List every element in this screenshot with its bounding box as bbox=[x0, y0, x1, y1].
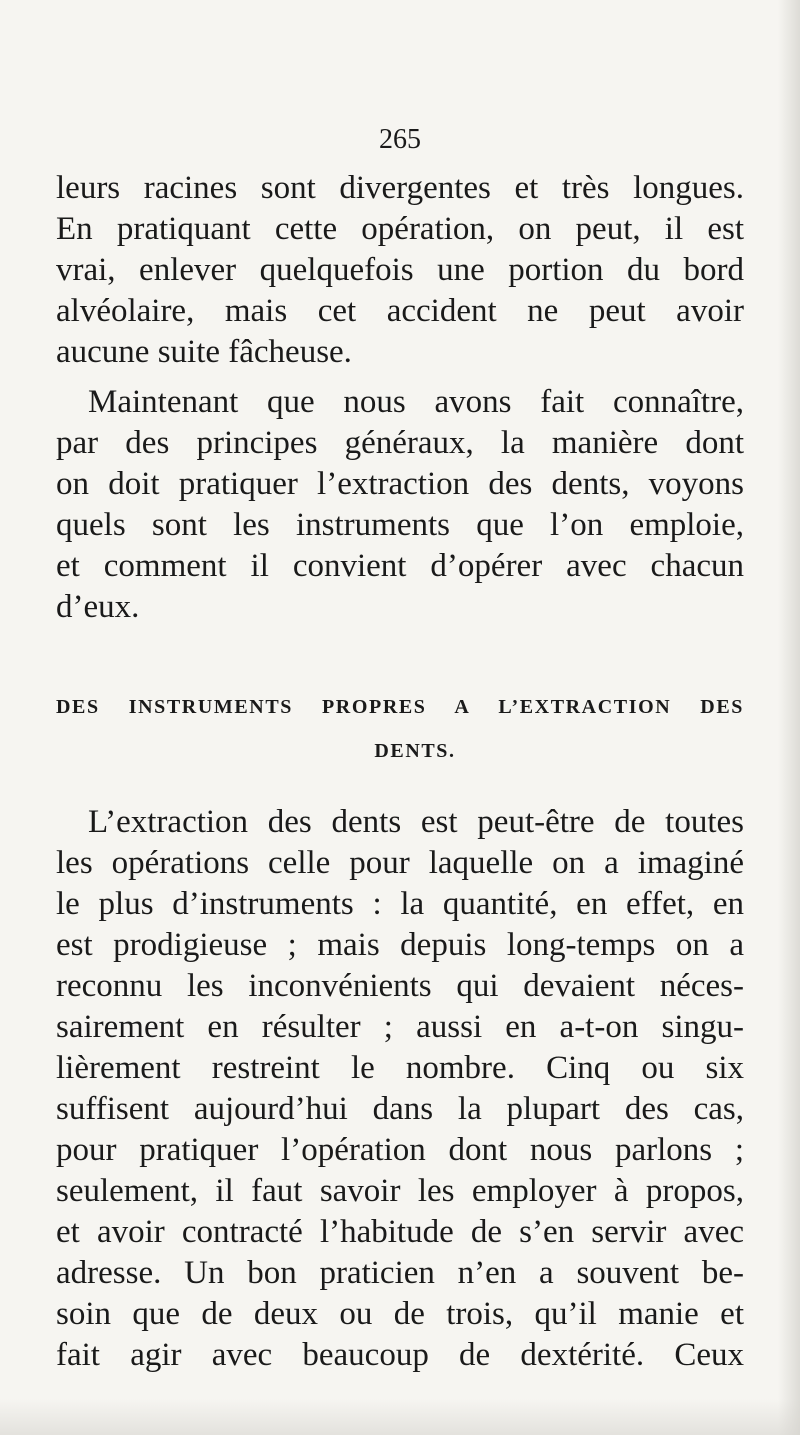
text-line: L’extraction des dents est peut-être de toutes bbox=[88, 804, 744, 840]
text-line: vrai, enlever quelquefois une portion du bord bbox=[56, 252, 744, 288]
paragraph-maintenant bbox=[56, 382, 744, 628]
text-line: les opérations celle pour laquelle on a imaginé bbox=[56, 845, 744, 881]
text-line: soin que de deux ou de trois, qu’il manie et bbox=[56, 1296, 744, 1332]
text-line: En pratiquant cette opération, on peut, il est bbox=[56, 211, 744, 247]
text-line: Maintenant que nous avons fait connaître, bbox=[88, 384, 744, 420]
text-line: pour pratiquer l’opération dont nous parlons ; bbox=[56, 1132, 744, 1168]
text-line: reconnu les inconvénients qui devaient néces- bbox=[56, 968, 744, 1004]
text-line: leurs racines sont divergentes et très longues. bbox=[56, 170, 744, 206]
page-number: 265 bbox=[379, 124, 421, 155]
text-line: seulement, il faut savoir les employer à propos, bbox=[56, 1173, 744, 1209]
text-line: fait agir avec beaucoup de dextérité. Ceux bbox=[56, 1337, 744, 1373]
text-line: d’eux. bbox=[56, 589, 140, 625]
text-line: est prodigieuse ; mais depuis long-temps on a bbox=[56, 927, 744, 963]
section-heading bbox=[56, 685, 744, 773]
text-line: aucune suite fâcheuse. bbox=[56, 334, 352, 370]
text-line: alvéolaire, mais cet accident ne peut avoir bbox=[56, 293, 744, 329]
text-line: et comment il convient d’opérer avec chacun bbox=[56, 548, 744, 584]
text-line: et avoir contracté l’habitude de s’en servir avec bbox=[56, 1214, 744, 1250]
text-line: sairement en résulter ; aussi en a-t-on singu- bbox=[56, 1009, 744, 1045]
text-line: suffisent aujourd’hui dans la plupart des cas, bbox=[56, 1091, 744, 1127]
heading-line: DENTS. bbox=[374, 740, 456, 762]
text-line: par des principes généraux, la manière dont bbox=[56, 425, 744, 461]
text-line: adresse. Un bon praticien n’en a souvent be- bbox=[56, 1255, 744, 1291]
text-line: lièrement restreint le nombre. Cinq ou six bbox=[56, 1050, 744, 1086]
paragraph-continuation bbox=[56, 168, 744, 373]
heading-line: DES INSTRUMENTS PROPRES A L’EXTRACTION DES bbox=[56, 696, 744, 718]
text-line: le plus d’instruments : la quantité, en effet, en bbox=[56, 886, 744, 922]
page-bottom-shadow bbox=[0, 1399, 800, 1435]
text-line: quels sont les instruments que l’on emploie, bbox=[56, 507, 744, 543]
page-edge-shadow bbox=[778, 0, 800, 1435]
paragraph-extraction bbox=[56, 802, 744, 1376]
text-line: on doit pratiquer l’extraction des dents, voyons bbox=[56, 466, 744, 502]
